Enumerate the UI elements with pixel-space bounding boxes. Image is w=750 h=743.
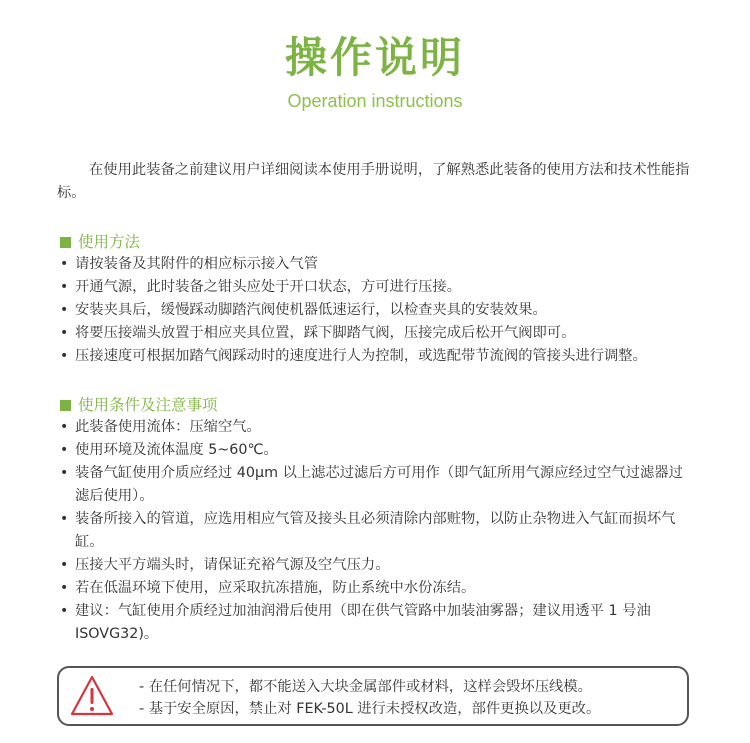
warning-line: - 基于安全原因，禁止对 FEK-50L 进行未授权改造，部件更换以及更改。: [139, 701, 601, 717]
list-item-text: 此装备使用流体：压缩空气。: [75, 419, 261, 435]
bullet-icon: •: [60, 419, 69, 435]
list-item-text: 开通气源，此时装备之钳头应处于开口状态，方可进行压接。: [75, 279, 462, 295]
list-item-text: 压接速度可根据加踏气阀踩动时的速度进行人为控制，或选配带节流阀的管接头进行调整。: [75, 348, 647, 364]
list-item-text: 若在低温环境下使用，应采取抗冻措施，防止系统中水份冻结。: [75, 580, 476, 596]
list-item-text: 使用环境及流体温度 5~60℃。: [75, 442, 278, 458]
section-heading-conditions: [60, 395, 218, 415]
list-item: [57, 322, 697, 345]
bullet-icon: •: [60, 302, 69, 318]
page-title: 操作说明: [284, 33, 465, 82]
bullet-icon: •: [60, 348, 69, 364]
conditions-list: [57, 416, 697, 646]
list-item: [57, 508, 697, 554]
list-item-text: 建议：气缸使用介质经过加油润滑后使用（即在供气管路中加装油雾器；建议用透平 1 号油 ISOVG32)。: [75, 603, 651, 642]
section-heading-usage: [60, 232, 140, 252]
page-subtitle: Operation instructions: [287, 91, 463, 111]
bullet-icon: •: [60, 511, 69, 527]
list-item: [57, 253, 697, 276]
list-item: [57, 554, 697, 577]
list-item-text: 装备所接入的管道，应选用相应气管及接头且必须清除内部赃物，以防止杂物进入气缸而损坏气缸。: [75, 511, 676, 550]
bullet-icon: •: [60, 279, 69, 295]
list-item-text: 装备气缸使用介质应经过 40μm 以上滤芯过滤后方可用作（即气缸所用气源应经过空气过滤器过滤后使用）。: [75, 465, 683, 504]
warning-box: [57, 666, 689, 726]
warning-line: - 在任何情况下，都不能送入大块金属部件或材料，这样会毁坏压线模。: [139, 679, 592, 695]
bullet-icon: •: [60, 557, 69, 573]
list-item: [57, 439, 697, 462]
list-item: [57, 345, 697, 368]
section-heading-text: 使用方法: [78, 233, 141, 251]
list-item: [57, 600, 697, 646]
list-item: [57, 416, 697, 439]
list-item-text: 压接大平方端头时，请保证充裕气源及空气压力。: [75, 557, 390, 573]
intro-paragraph: 在使用此装备之前建议用户详细阅读本使用手册说明，了解熟悉此装备的使用方法和技术性能指标。: [57, 162, 690, 201]
list-item: [57, 577, 697, 600]
list-item-text: 将要压接端头放置于相应夹具位置，踩下脚踏气阀，压接完成后松开气阀即可。: [75, 325, 576, 341]
bullet-icon: •: [60, 442, 69, 458]
square-bullet-icon: [60, 400, 71, 411]
list-item: [57, 462, 697, 508]
bullet-icon: •: [60, 325, 69, 341]
list-item: [57, 299, 697, 322]
list-item: [57, 276, 697, 299]
bullet-icon: •: [60, 580, 69, 596]
list-item-text: 安装夹具后，缓慢踩动脚踏汽阀使机器低速运行，以检查夹具的安装效果。: [75, 302, 547, 318]
usage-list: [57, 253, 697, 368]
warning-text: [139, 676, 600, 720]
bullet-icon: •: [60, 603, 69, 619]
bullet-icon: •: [60, 465, 69, 481]
section-heading-text: 使用条件及注意事项: [78, 396, 218, 414]
bullet-icon: •: [60, 256, 69, 272]
list-item-text: 请按装备及其附件的相应标示接入气管: [75, 256, 319, 272]
warning-triangle-icon: [69, 674, 115, 718]
square-bullet-icon: [60, 237, 71, 248]
